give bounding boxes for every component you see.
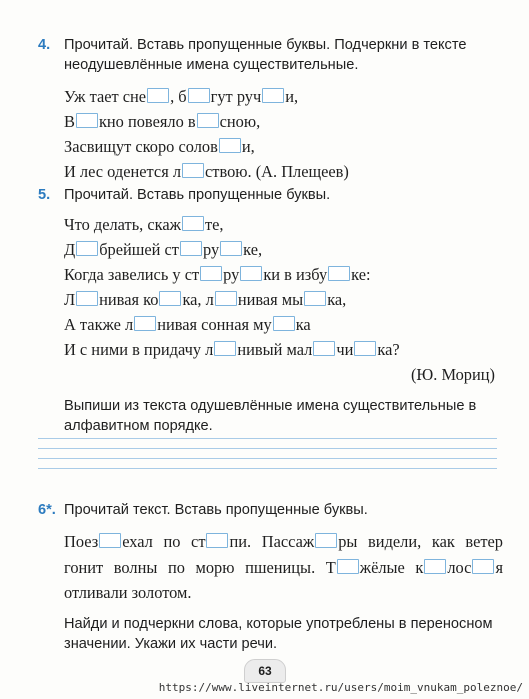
answer-lines[interactable] [38,438,497,478]
text-segment: А также л [64,315,134,334]
missing-letter-box[interactable] [147,88,169,103]
prose-text [38,529,503,606]
text-segment: брейшей ст [99,240,179,259]
task-6-header [38,500,503,520]
missing-letter-box[interactable] [134,316,156,331]
poem-line [38,134,503,159]
text-segment: ка, [327,290,347,309]
poem-line [38,337,503,362]
task-4 [38,35,503,184]
text-segment: ки в избу [263,265,328,284]
task-number: 6*. [38,502,56,518]
text-segment: ке, [243,240,263,259]
exercise-text: Найди и подчеркни слова, которые употреблены в переносном значении. Укажи их части речи. [64,615,493,652]
missing-letter-box[interactable] [76,113,98,128]
text-segment: Л [64,290,76,309]
text-segment: И лес оденется л [64,162,182,181]
answer-line[interactable] [38,468,497,469]
text-segment: ствою. (А. Плещеев) [205,162,349,181]
text-segment: Д [64,240,76,259]
poem [38,84,503,184]
task-5-exercise [38,396,503,436]
missing-letter-box[interactable] [337,559,359,574]
text-segment: кно повеяло в [98,112,196,131]
missing-letter-box[interactable] [182,216,204,231]
page-number: 63 [244,659,286,683]
missing-letter-box[interactable] [313,341,335,356]
task-5-header [38,185,503,205]
text-segment: Когда завелись у ст [64,265,200,284]
poem-line [38,159,503,184]
poem [38,212,503,362]
text-segment: пи. Пассаж [229,532,315,551]
task-6 [38,500,503,654]
text-segment: ка? [377,340,400,359]
text-segment: я отливали золотом. [64,557,503,602]
text-segment: нивая мы [237,290,304,309]
text-segment: ры видели, как ветер гонит волны по морю пшеницы. Т [64,532,503,577]
missing-letter-box[interactable] [200,266,222,281]
missing-letter-box[interactable] [315,533,337,548]
task-instruction: Прочитай. Вставь пропущенные буквы. [64,187,331,203]
missing-letter-box[interactable] [220,241,242,256]
task-number: 4. [38,37,51,53]
text-segment: гут руч [210,87,262,106]
missing-letter-box[interactable] [304,291,326,306]
text-segment: Поез [64,532,99,551]
task-4-header [38,35,503,75]
missing-letter-box[interactable] [180,241,202,256]
poem-author: (Ю. Мориц) [410,365,495,384]
poem-line [38,109,503,134]
missing-letter-box[interactable] [206,533,228,548]
text-segment: жёлые к [359,557,424,577]
answer-line[interactable] [38,448,497,449]
answer-line[interactable] [38,438,497,439]
missing-letter-box[interactable] [159,291,181,306]
task-5 [38,185,503,436]
exercise-text: Выпиши из текста одушевлённые имена существительные в алфавитном порядке. [64,398,477,434]
missing-letter-box[interactable] [328,266,350,281]
missing-letter-box[interactable] [197,113,219,128]
missing-letter-box[interactable] [240,266,262,281]
poem-line [38,212,503,237]
text-segment: те, [204,215,224,234]
task-instruction: Прочитай. Вставь пропущенные буквы. Подчеркни в тексте неодушевлённые имена существительные. [64,37,467,73]
footer-url[interactable]: https://www.liveinternet.ru/users/moim_vnukam_poleznoe/ [158,681,523,694]
missing-letter-box[interactable] [354,341,376,356]
text-segment: ке: [351,265,371,284]
text-segment: сною, [219,112,261,131]
missing-letter-box[interactable] [182,163,204,178]
text-segment: И с ними в придачу л [64,340,214,359]
task-instruction: Прочитай текст. Вставь пропущенные буквы. [64,502,368,518]
text-segment: нивая сонная му [157,315,272,334]
missing-letter-box[interactable] [472,559,494,574]
poem-line [38,312,503,337]
text-segment: Засвищут скоро солов [64,137,218,156]
text-segment: ру [223,265,240,284]
text-segment: нивая ко [99,290,159,309]
text-segment: , б [170,87,187,106]
text-segment: Что делать, скаж [64,215,181,234]
task-number: 5. [38,187,51,203]
text-segment: ехал по ст [122,532,206,551]
poem-line [38,287,503,312]
missing-letter-box[interactable] [262,88,284,103]
missing-letter-box[interactable] [215,291,237,306]
missing-letter-box[interactable] [424,559,446,574]
text-segment: В [64,112,75,131]
text-segment: чи [336,340,354,359]
text-segment: ру [202,240,220,259]
missing-letter-box[interactable] [214,341,236,356]
text-segment: ка [295,315,311,334]
text-segment: нивый мал [237,340,313,359]
text-segment: и, [241,137,255,156]
text-segment: Уж тает сне [64,87,147,106]
poem-line [38,84,503,109]
text-segment: ка, л [182,290,214,309]
answer-line[interactable] [38,458,497,459]
missing-letter-box[interactable] [76,291,98,306]
text-segment: лос [447,557,472,577]
missing-letter-box[interactable] [188,88,210,103]
missing-letter-box[interactable] [76,241,98,256]
missing-letter-box[interactable] [99,533,121,548]
text-segment: и, [285,87,299,106]
missing-letter-box[interactable] [273,316,295,331]
poem-line [38,262,503,287]
missing-letter-box[interactable] [219,138,241,153]
task-6-exercise [38,614,503,654]
poem-line [38,237,503,262]
